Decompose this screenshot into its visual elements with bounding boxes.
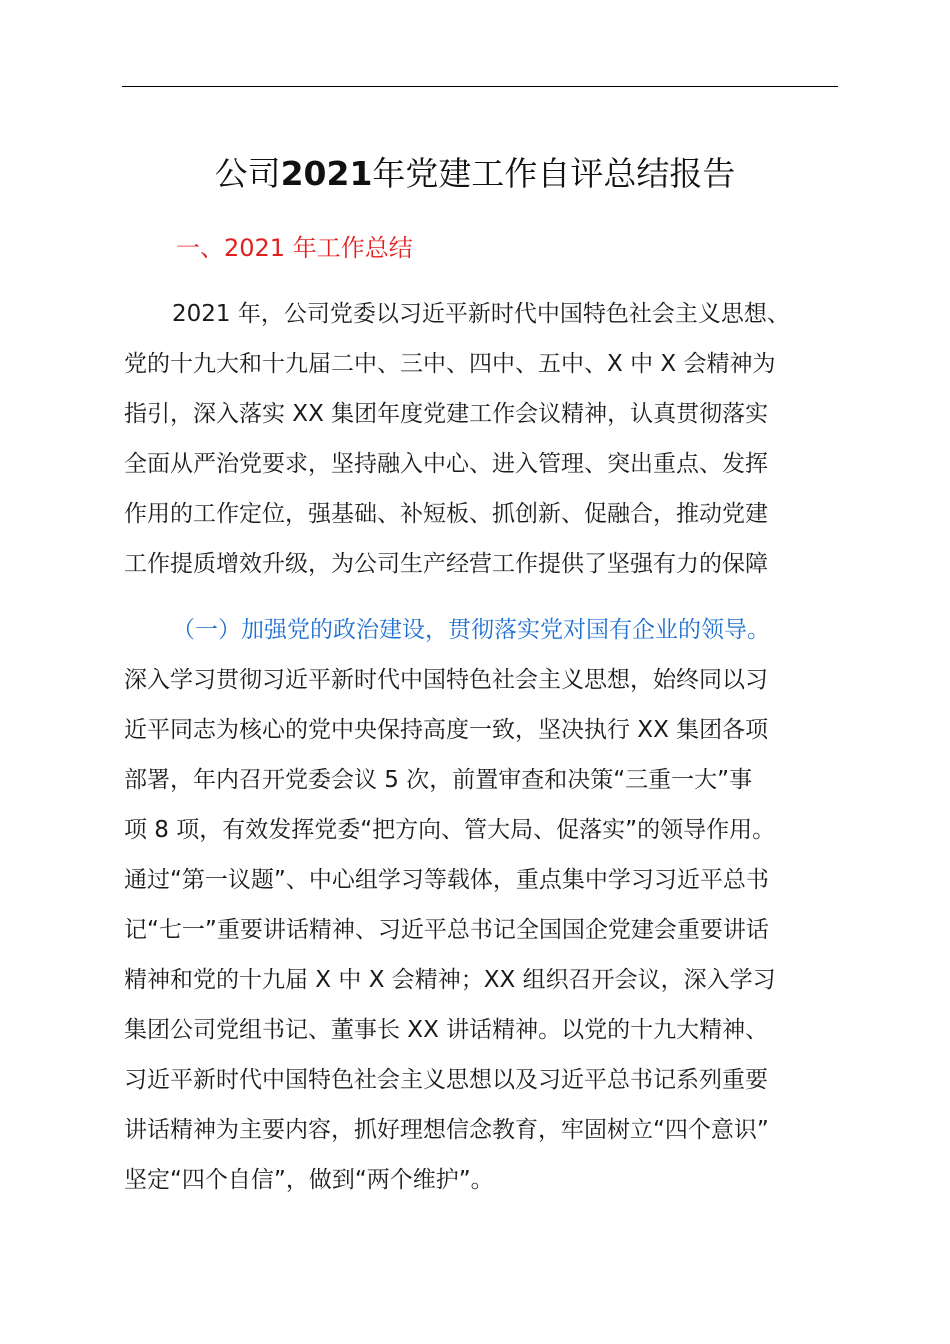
- para1-line: 指引，深入落实 XX 集团年度党建工作会议精神，认真贯彻落实: [124, 401, 769, 427]
- para2-line: 讲话精神为主要内容，抓好理想信念教育，牢固树立“四个意识”: [124, 1117, 769, 1143]
- para2-line: 近平同志为核心的党中央保持高度一致，坚决执行 XX 集团各项: [124, 717, 769, 743]
- para1-line: 党的十九大和十九届二中、三中、四中、五中、X 中 X 会精神为: [124, 351, 776, 377]
- para2-line: 记“七一”重要讲话精神、习近平总书记全国国企党建会重要讲话: [124, 917, 769, 943]
- para1-line: 作用的工作定位，强基础、补短板、抓创新、促融合，推动党建: [124, 501, 768, 527]
- title-year: 2021: [280, 154, 373, 193]
- section-heading-1: 一、2021 年工作总结: [176, 234, 413, 262]
- para2-line: 通过“第一议题”、中心组学习等载体，重点集中学习习近平总书: [124, 867, 769, 893]
- para2-line: 坚定“四个自信”，做到“两个维护”。: [124, 1167, 494, 1193]
- para2-line: 深入学习贯彻习近平新时代中国特色社会主义思想，始终同以习: [124, 667, 768, 693]
- para2-line: 项 8 项，有效发挥党委“把方向、管大局、促落实”的领导作用。: [124, 817, 776, 843]
- para2-line: 部署，年内召开党委会议 5 次，前置审查和决策“三重一大”事: [124, 767, 753, 793]
- para1-line: 全面从严治党要求，坚持融入中心、进入管理、突出重点、发挥: [124, 451, 768, 477]
- para1-line: 工作提质增效升级，为公司生产经营工作提供了坚强有力的保障: [124, 551, 768, 577]
- document-title: [0, 150, 950, 198]
- subheading-1: （一）加强党的政治建设，贯彻落实党对国有企业的领导。: [172, 617, 770, 643]
- para2-line: 集团公司党组书记、董事长 XX 讲话精神。以党的十九大精神、: [124, 1017, 769, 1043]
- para2-line: 习近平新时代中国特色社会主义思想以及习近平总书记系列重要: [124, 1067, 768, 1093]
- para2-line: 精神和党的十九届 X 中 X 会精神；XX 组织召开会议，深入学习: [124, 967, 776, 993]
- header-rule: [122, 86, 838, 87]
- title-suffix: 年党建工作自评总结报告: [372, 154, 736, 193]
- title-prefix: 公司: [214, 154, 281, 193]
- para1-line: 2021 年，公司党委以习近平新时代中国特色社会主义思想、: [172, 301, 790, 327]
